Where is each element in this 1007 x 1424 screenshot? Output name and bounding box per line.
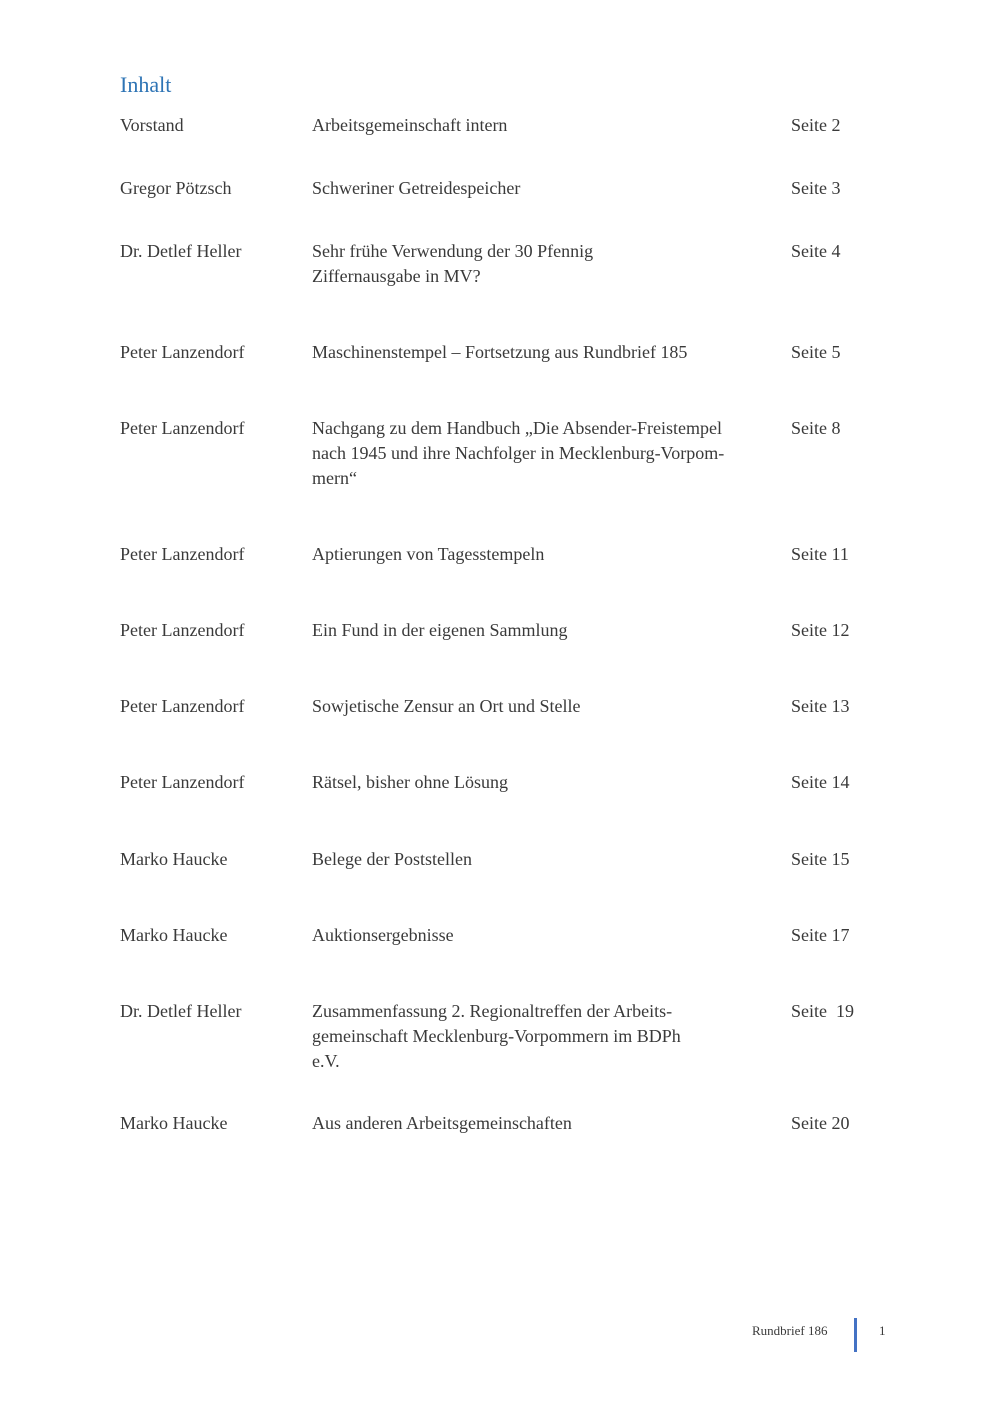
toc-entry-title-line: Arbeitsgemeinschaft intern [312,115,508,135]
toc-entry-author: Marko Haucke [120,925,228,945]
toc-entry-title [312,770,772,795]
toc-entry-author: Vorstand [120,115,184,135]
footer-page-number: 1 [879,1323,886,1338]
toc-entry-title [312,176,772,201]
toc-entry-author: Dr. Detlef Heller [120,1001,242,1021]
toc-entry-title-line: Ziffernausgabe in MV? [312,266,481,286]
page-heading: Inhalt [120,72,172,97]
toc-entry-title [312,847,772,872]
toc-entry-author: Dr. Detlef Heller [120,241,242,261]
toc-entry-title [312,416,772,491]
toc-entry-page: Seite 12 [791,620,850,640]
footer-publication: Rundbrief 186 [752,1323,828,1338]
toc-entry-title [312,113,772,138]
toc-entry-page: Seite 4 [791,241,841,261]
toc-entry-page: Seite 19 [791,1001,854,1021]
toc-entry-title [312,618,772,643]
toc-entry-page: Seite 2 [791,115,841,135]
toc-entry-title-line: gemeinschaft Mecklenburg-Vorpommern im BDPh [312,1026,681,1046]
toc-entry-author: Marko Haucke [120,1113,228,1133]
toc-entry-title [312,999,772,1074]
toc-entry-title [312,923,772,948]
toc-entry-title [312,542,772,567]
toc-entry-page: Seite 8 [791,418,841,438]
toc-entry-page: Seite 11 [791,544,849,564]
toc-entry-author: Gregor Pötzsch [120,178,232,198]
toc-entry-title-line: Belege der Poststellen [312,849,472,869]
toc-entry-author: Peter Lanzendorf [120,620,245,640]
toc-entry-author: Peter Lanzendorf [120,418,245,438]
toc-entry-title-line: Aus anderen Arbeitsgemeinschaften [312,1113,572,1133]
toc-entry-page: Seite 13 [791,696,850,716]
toc-entry-title-line: Maschinenstempel – Fortsetzung aus Rundbrief 185 [312,342,688,362]
toc-entry-title-line: mern“ [312,468,357,488]
toc-entry-page: Seite 5 [791,342,841,362]
toc-entry-title-line: Sehr frühe Verwendung der 30 Pfennig [312,241,594,261]
toc-entry-page: Seite 17 [791,925,850,945]
toc-entry-author: Peter Lanzendorf [120,544,245,564]
toc-entry-title-line: Nachgang zu dem Handbuch „Die Absender-Freistempel [312,418,723,438]
toc-entry-title [312,239,772,289]
toc-entry-author: Peter Lanzendorf [120,696,245,716]
toc-entry-title-line: Ein Fund in der eigenen Sammlung [312,620,568,640]
toc-entry-title [312,1111,772,1136]
toc-entry-title-line: nach 1945 und ihre Nachfolger in Mecklenburg-Vorpom- [312,443,725,463]
toc-entry-page: Seite 20 [791,1113,850,1133]
toc-entry-title-line: Schweriner Getreidespeicher [312,178,521,198]
toc-entry-title [312,340,772,365]
toc-entry-author: Marko Haucke [120,849,228,869]
toc-entry-title [312,694,772,719]
toc-entry-title-line: e.V. [312,1051,340,1071]
toc-entry-title-line: Zusammenfassung 2. Regionaltreffen der Arbeits- [312,1001,673,1021]
footer-divider [854,1318,857,1352]
toc-entry-page: Seite 14 [791,772,850,792]
toc-entry-page: Seite 15 [791,849,850,869]
toc-entry-title-line: Rätsel, bisher ohne Lösung [312,772,508,792]
toc-entry-page: Seite 3 [791,178,841,198]
toc-entry-title-line: Sowjetische Zensur an Ort und Stelle [312,696,581,716]
toc-entry-author: Peter Lanzendorf [120,772,245,792]
toc-entry-title-line: Aptierungen von Tagesstempeln [312,544,545,564]
toc-entry-title-line: Auktionsergebnisse [312,925,454,945]
toc-entry-author: Peter Lanzendorf [120,342,245,362]
